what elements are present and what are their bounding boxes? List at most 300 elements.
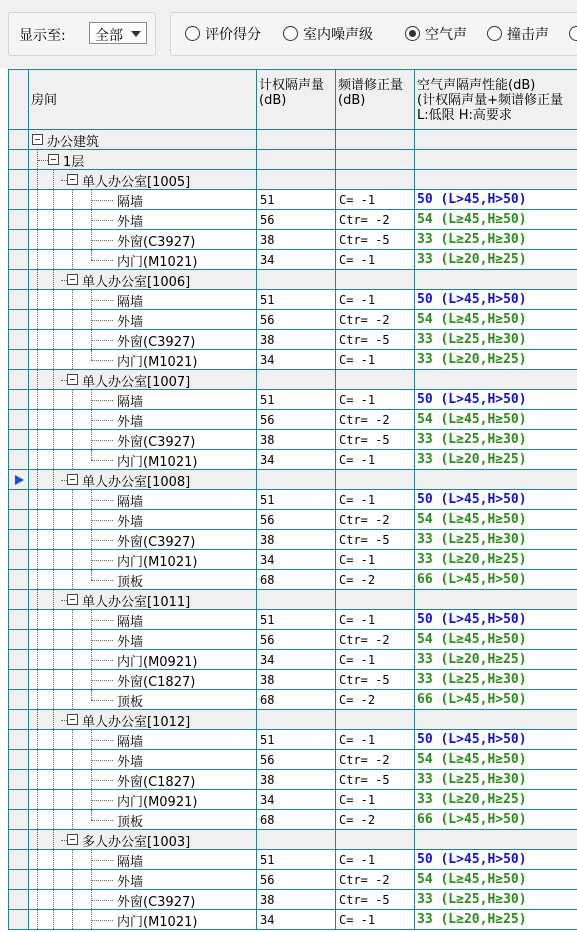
weighted-insulation-cell[interactable]: 38 (257, 530, 336, 550)
spectrum-correction-cell[interactable]: C= -1 (336, 850, 415, 870)
airborne-performance-cell[interactable] (415, 170, 577, 190)
tree-connector (53, 570, 54, 589)
spectrum-correction-cell[interactable]: C= -2 (336, 570, 415, 590)
spectrum-correction-cell[interactable]: Ctr= -5 (336, 230, 415, 250)
tree-node (29, 610, 256, 629)
room-cell[interactable] (29, 250, 257, 270)
airborne-performance-cell[interactable] (415, 650, 577, 670)
row-indicator[interactable] (9, 530, 29, 550)
spectrum-correction-cell[interactable]: Ctr= -2 (336, 410, 415, 430)
row-indicator[interactable] (9, 870, 29, 890)
tree-connector (37, 750, 38, 769)
weighted-insulation-cell[interactable]: 51 (257, 850, 336, 870)
weighted-insulation-cell[interactable] (257, 470, 336, 490)
spectrum-correction-cell[interactable]: Ctr= -5 (336, 330, 415, 350)
room-cell[interactable] (29, 770, 257, 790)
room-cell[interactable] (29, 650, 257, 670)
row-indicator[interactable] (9, 270, 29, 290)
weighted-insulation-cell[interactable]: 56 (257, 210, 336, 230)
spectrum-correction-cell[interactable] (336, 270, 415, 290)
row-indicator[interactable] (9, 890, 29, 910)
row-indicator[interactable] (9, 150, 29, 170)
table-row[interactable] (9, 870, 577, 890)
spectrum-correction-cell[interactable]: Ctr= -5 (336, 530, 415, 550)
spectrum-correction-cell[interactable] (336, 830, 415, 850)
row-indicator[interactable] (9, 490, 29, 510)
performance-value: 33 (L≥20,H≥25) (417, 552, 527, 567)
airborne-performance-cell[interactable] (415, 290, 577, 310)
table-row[interactable] (9, 290, 577, 310)
room-cell[interactable] (29, 730, 257, 750)
weighted-insulation-cell[interactable]: 56 (257, 310, 336, 330)
table-row[interactable] (9, 630, 577, 650)
airborne-performance-cell[interactable] (415, 410, 577, 430)
airborne-performance-cell[interactable] (415, 870, 577, 890)
weighted-insulation-cell[interactable]: 68 (257, 690, 336, 710)
group-row[interactable] (9, 130, 577, 150)
spectrum-correction-cell[interactable]: C= -1 (336, 730, 415, 750)
spectrum-correction-cell[interactable] (336, 470, 415, 490)
collapse-toggle-icon[interactable] (48, 154, 59, 165)
weighted-insulation-cell[interactable]: 56 (257, 630, 336, 650)
room-cell[interactable] (29, 410, 257, 430)
room-cell[interactable] (29, 130, 257, 150)
table-row[interactable] (9, 670, 577, 690)
table-row[interactable] (9, 810, 577, 830)
radio-circle-icon (283, 26, 298, 41)
airborne-performance-cell[interactable] (415, 550, 577, 570)
table-row[interactable] (9, 210, 577, 230)
table-row[interactable] (9, 490, 577, 510)
table-row[interactable] (9, 430, 577, 450)
radio-impact-sound-label: 撞击声 (507, 27, 549, 43)
table-row[interactable] (9, 850, 577, 870)
component-name: 隔墙 (117, 855, 144, 870)
toolbar (0, 0, 577, 68)
weighted-insulation-cell[interactable]: 51 (257, 190, 336, 210)
row-indicator[interactable] (9, 190, 29, 210)
tree-connector (91, 580, 113, 581)
spectrum-correction-cell[interactable]: Ctr= -5 (336, 890, 415, 910)
table-row[interactable] (9, 410, 577, 430)
room-cell[interactable] (29, 810, 257, 830)
weighted-insulation-cell[interactable] (257, 370, 336, 390)
weighted-insulation-cell[interactable] (257, 170, 336, 190)
airborne-performance-cell[interactable] (415, 470, 577, 490)
room-cell[interactable] (29, 690, 257, 710)
table-row[interactable] (9, 750, 577, 770)
airborne-performance-cell[interactable] (415, 390, 577, 410)
table-row[interactable] (9, 570, 577, 590)
tree-connector (91, 880, 113, 881)
row-indicator[interactable] (9, 710, 29, 730)
weighted-insulation-cell[interactable] (257, 130, 336, 150)
tree-connector (53, 330, 54, 349)
collapse-toggle-icon[interactable] (67, 714, 78, 725)
spectrum-correction-cell[interactable] (336, 590, 415, 610)
weighted-insulation-cell[interactable] (257, 710, 336, 730)
airborne-performance-cell[interactable] (415, 770, 577, 790)
row-indicator[interactable] (9, 470, 29, 490)
group-row[interactable] (9, 830, 577, 850)
room-cell[interactable] (29, 870, 257, 890)
room-cell[interactable] (29, 510, 257, 530)
tree-node (29, 390, 256, 409)
airborne-performance-cell[interactable] (415, 910, 577, 930)
airborne-performance-cell[interactable] (415, 330, 577, 350)
tree-connector (72, 890, 73, 909)
table-row[interactable] (9, 190, 577, 210)
airborne-performance-cell[interactable] (415, 890, 577, 910)
weighted-insulation-cell[interactable]: 34 (257, 790, 336, 810)
spectrum-correction-cell[interactable]: C= -1 (336, 610, 415, 630)
airborne-performance-cell[interactable] (415, 250, 577, 270)
room-cell[interactable] (29, 750, 257, 770)
room-cell[interactable] (29, 470, 257, 490)
room-cell[interactable] (29, 390, 257, 410)
table-row[interactable] (9, 770, 577, 790)
table-row[interactable] (9, 650, 577, 670)
tree-connector (37, 390, 38, 409)
collapse-toggle-icon[interactable] (67, 174, 78, 185)
spectrum-correction-cell[interactable] (336, 710, 415, 730)
spectrum-correction-cell[interactable]: C= -1 (336, 450, 415, 470)
room-cell[interactable] (29, 530, 257, 550)
group-row[interactable] (9, 370, 577, 390)
airborne-performance-cell[interactable] (415, 430, 577, 450)
tree-connector (91, 700, 113, 701)
weighted-insulation-cell[interactable]: 51 (257, 390, 336, 410)
collapse-toggle-icon[interactable] (67, 274, 78, 285)
spectrum-correction-cell[interactable]: C= -1 (336, 290, 415, 310)
spectrum-correction-cell[interactable] (336, 170, 415, 190)
weighted-insulation-cell[interactable]: 51 (257, 610, 336, 630)
airborne-performance-cell[interactable] (415, 710, 577, 730)
collapse-toggle-icon[interactable] (67, 474, 78, 485)
table-row[interactable] (9, 390, 577, 410)
row-indicator[interactable] (9, 630, 29, 650)
spectrum-correction-cell[interactable]: Ctr= -2 (336, 630, 415, 650)
spectrum-correction-cell[interactable] (336, 130, 415, 150)
spectrum-correction-cell[interactable]: C= -1 (336, 250, 415, 270)
airborne-performance-cell[interactable] (415, 450, 577, 470)
group-row[interactable] (9, 270, 577, 290)
weighted-insulation-cell[interactable]: 34 (257, 650, 336, 670)
room-cell[interactable] (29, 290, 257, 310)
performance-value: 66 (L>45,H>50) (417, 812, 527, 827)
airborne-performance-cell[interactable] (415, 270, 577, 290)
table-row[interactable] (9, 230, 577, 250)
airborne-performance-cell[interactable] (415, 810, 577, 830)
row-indicator[interactable] (9, 770, 29, 790)
table-row[interactable] (9, 330, 577, 350)
row-indicator[interactable] (9, 350, 29, 370)
table-row[interactable] (9, 890, 577, 910)
weighted-insulation-cell[interactable]: 38 (257, 330, 336, 350)
airborne-performance-cell[interactable] (415, 310, 577, 330)
airborne-performance-cell[interactable] (415, 210, 577, 230)
room-cell[interactable] (29, 610, 257, 630)
room-cell[interactable] (29, 490, 257, 510)
row-indicator[interactable] (9, 510, 29, 530)
spectrum-correction-cell[interactable]: C= -1 (336, 550, 415, 570)
room-cell[interactable] (29, 230, 257, 250)
table-row[interactable] (9, 790, 577, 810)
airborne-performance-cell[interactable] (415, 730, 577, 750)
spectrum-correction-cell[interactable]: Ctr= -2 (336, 510, 415, 530)
spectrum-correction-cell[interactable]: Ctr= -2 (336, 210, 415, 230)
weighted-insulation-cell[interactable]: 34 (257, 350, 336, 370)
tree-connector (37, 650, 38, 669)
row-indicator[interactable] (9, 810, 29, 830)
performance-value: 33 (L≥20,H≥25) (417, 252, 527, 267)
room-cell[interactable] (29, 890, 257, 910)
row-indicator[interactable] (9, 290, 29, 310)
group-row[interactable] (9, 710, 577, 730)
airborne-performance-cell[interactable] (415, 510, 577, 530)
weighted-insulation-cell[interactable] (257, 270, 336, 290)
tree-connector (72, 850, 73, 869)
weighted-insulation-cell[interactable]: 38 (257, 770, 336, 790)
spectrum-correction-cell[interactable]: C= -2 (336, 690, 415, 710)
tree-connector (72, 650, 73, 669)
room-cell[interactable] (29, 450, 257, 470)
table-row[interactable] (9, 310, 577, 330)
weighted-insulation-cell[interactable] (257, 590, 336, 610)
weighted-insulation-cell[interactable]: 51 (257, 490, 336, 510)
group-row[interactable] (9, 470, 577, 490)
tree-node (29, 710, 256, 729)
tree-connector (53, 890, 54, 909)
tree-connector (91, 740, 113, 741)
table-row[interactable] (9, 530, 577, 550)
room-cell[interactable] (29, 350, 257, 370)
airborne-performance-cell[interactable] (415, 490, 577, 510)
table-row[interactable] (9, 350, 577, 370)
airborne-performance-cell[interactable] (415, 590, 577, 610)
spectrum-correction-cell[interactable]: C= -2 (336, 810, 415, 830)
performance-value: 54 (L≥45,H≥50) (417, 512, 527, 527)
airborne-performance-cell[interactable] (415, 850, 577, 870)
weighted-insulation-cell[interactable]: 38 (257, 230, 336, 250)
spectrum-correction-cell[interactable]: C= -1 (336, 910, 415, 930)
spectrum-correction-cell[interactable]: C= -1 (336, 650, 415, 670)
room-cell[interactable] (29, 170, 257, 190)
table-row[interactable] (9, 250, 577, 270)
airborne-performance-cell[interactable] (415, 750, 577, 770)
row-indicator[interactable] (9, 550, 29, 570)
row-indicator[interactable] (9, 170, 29, 190)
table-row[interactable] (9, 610, 577, 630)
room-cell[interactable] (29, 210, 257, 230)
row-indicator[interactable] (9, 850, 29, 870)
group-row[interactable] (9, 150, 577, 170)
group-name: 1层 (63, 155, 85, 170)
room-cell[interactable] (29, 310, 257, 330)
group-row[interactable] (9, 590, 577, 610)
room-cell[interactable] (29, 570, 257, 590)
display-level-select[interactable] (89, 22, 147, 44)
table-row[interactable] (9, 910, 577, 930)
row-indicator[interactable] (9, 370, 29, 390)
row-indicator[interactable] (9, 310, 29, 330)
column-header-room[interactable] (29, 70, 257, 130)
radio-circle-icon (569, 26, 577, 41)
tree-connector (37, 470, 38, 489)
spectrum-correction-cell[interactable] (336, 370, 415, 390)
row-indicator[interactable] (9, 650, 29, 670)
collapse-toggle-icon[interactable] (32, 134, 43, 145)
weighted-insulation-cell[interactable]: 34 (257, 910, 336, 930)
spectrum-correction-cell[interactable]: C= -1 (336, 490, 415, 510)
room-cell[interactable] (29, 190, 257, 210)
weighted-insulation-cell[interactable]: 56 (257, 750, 336, 770)
row-indicator[interactable] (9, 690, 29, 710)
weighted-insulation-cell[interactable]: 38 (257, 670, 336, 690)
airborne-performance-cell[interactable] (415, 230, 577, 250)
collapse-toggle-icon[interactable] (67, 834, 78, 845)
column-header-airborne-performance[interactable] (415, 70, 577, 130)
spectrum-correction-cell[interactable]: C= -1 (336, 350, 415, 370)
row-indicator[interactable] (9, 750, 29, 770)
airborne-performance-cell[interactable] (415, 830, 577, 850)
performance-value: 33 (L≥20,H≥25) (417, 452, 527, 467)
component-name: 外窗(C1827) (117, 775, 196, 790)
tree-connector (53, 390, 54, 409)
table-row[interactable] (9, 510, 577, 530)
airborne-performance-cell[interactable] (415, 370, 577, 390)
collapse-toggle-icon[interactable] (67, 594, 78, 605)
airborne-performance-cell[interactable] (415, 530, 577, 550)
row-indicator[interactable] (9, 210, 29, 230)
row-indicator[interactable] (9, 390, 29, 410)
row-indicator[interactable] (9, 610, 29, 630)
airborne-performance-cell[interactable] (415, 150, 577, 170)
tree-connector (72, 810, 73, 829)
room-cell[interactable] (29, 330, 257, 350)
performance-value: 54 (L≥45,H≥50) (417, 632, 527, 647)
airborne-performance-cell[interactable] (415, 350, 577, 370)
tree-node (29, 130, 256, 149)
room-cell[interactable] (29, 550, 257, 570)
column-header-spectrum-correction[interactable] (336, 70, 415, 130)
row-indicator[interactable] (9, 450, 29, 470)
row-indicator[interactable] (9, 910, 29, 930)
row-indicator[interactable] (9, 790, 29, 810)
weighted-insulation-cell[interactable]: 56 (257, 870, 336, 890)
airborne-performance-cell[interactable] (415, 790, 577, 810)
tree-connector (37, 290, 38, 309)
weighted-insulation-cell[interactable]: 34 (257, 450, 336, 470)
spectrum-correction-cell[interactable]: C= -1 (336, 790, 415, 810)
spectrum-correction-cell[interactable]: Ctr= -5 (336, 670, 415, 690)
row-indicator[interactable] (9, 430, 29, 450)
tree-connector (72, 490, 73, 509)
airborne-performance-cell[interactable] (415, 610, 577, 630)
weighted-insulation-cell[interactable]: 34 (257, 550, 336, 570)
tree-connector (72, 330, 73, 349)
row-indicator[interactable] (9, 730, 29, 750)
spectrum-correction-cell[interactable] (336, 150, 415, 170)
weighted-insulation-cell[interactable] (257, 150, 336, 170)
airborne-performance-cell[interactable] (415, 690, 577, 710)
room-cell[interactable] (29, 370, 257, 390)
weighted-insulation-cell[interactable]: 34 (257, 250, 336, 270)
room-cell[interactable] (29, 790, 257, 810)
weighted-insulation-cell[interactable]: 56 (257, 410, 336, 430)
room-cell[interactable] (29, 670, 257, 690)
room-cell[interactable] (29, 710, 257, 730)
room-cell[interactable] (29, 830, 257, 850)
weighted-insulation-cell[interactable]: 68 (257, 570, 336, 590)
airborne-performance-cell[interactable] (415, 130, 577, 150)
weighted-insulation-cell[interactable]: 51 (257, 730, 336, 750)
row-indicator[interactable] (9, 670, 29, 690)
spectrum-correction-cell[interactable]: Ctr= -5 (336, 770, 415, 790)
room-cell[interactable] (29, 910, 257, 930)
tree-connector (37, 710, 38, 729)
weighted-insulation-cell[interactable]: 56 (257, 510, 336, 530)
row-indicator[interactable] (9, 830, 29, 850)
spectrum-correction-cell[interactable]: C= -1 (336, 390, 415, 410)
airborne-performance-cell[interactable] (415, 190, 577, 210)
tree-connector (38, 160, 48, 161)
table-row[interactable] (9, 690, 577, 710)
airborne-performance-cell[interactable] (415, 570, 577, 590)
row-indicator[interactable] (9, 330, 29, 350)
group-row[interactable] (9, 170, 577, 190)
weighted-insulation-cell[interactable]: 51 (257, 290, 336, 310)
room-cell[interactable] (29, 150, 257, 170)
row-indicator[interactable] (9, 590, 29, 610)
row-indicator[interactable] (9, 130, 29, 150)
airborne-performance-cell[interactable] (415, 670, 577, 690)
spectrum-correction-cell[interactable]: Ctr= -5 (336, 430, 415, 450)
spectrum-correction-cell[interactable]: C= -1 (336, 190, 415, 210)
tree-connector (37, 730, 38, 749)
tree-node (29, 470, 256, 489)
table-row[interactable] (9, 730, 577, 750)
row-indicator[interactable] (9, 230, 29, 250)
tree-node (29, 530, 256, 549)
spectrum-correction-cell[interactable]: Ctr= -2 (336, 870, 415, 890)
airborne-performance-cell[interactable] (415, 630, 577, 650)
room-cell[interactable] (29, 430, 257, 450)
weighted-insulation-cell[interactable]: 38 (257, 890, 336, 910)
table-row[interactable] (9, 450, 577, 470)
row-indicator[interactable] (9, 410, 29, 430)
tree-connector (53, 490, 54, 509)
collapse-toggle-icon[interactable] (67, 374, 78, 385)
current-row-arrow-icon (15, 475, 24, 485)
spectrum-correction-cell[interactable]: Ctr= -2 (336, 310, 415, 330)
table-row[interactable] (9, 550, 577, 570)
room-cell[interactable] (29, 630, 257, 650)
weighted-insulation-cell[interactable]: 38 (257, 430, 336, 450)
room-cell[interactable] (29, 270, 257, 290)
room-cell[interactable] (29, 850, 257, 870)
row-indicator[interactable] (9, 570, 29, 590)
tree-connector (91, 300, 113, 301)
room-cell[interactable] (29, 590, 257, 610)
weighted-insulation-cell[interactable]: 68 (257, 810, 336, 830)
column-header-weighted-insulation[interactable] (257, 70, 336, 130)
weighted-insulation-cell[interactable] (257, 830, 336, 850)
spectrum-correction-cell[interactable]: Ctr= -2 (336, 750, 415, 770)
tree-connector (91, 400, 113, 401)
row-indicator[interactable] (9, 250, 29, 270)
tree-connector (37, 250, 38, 269)
